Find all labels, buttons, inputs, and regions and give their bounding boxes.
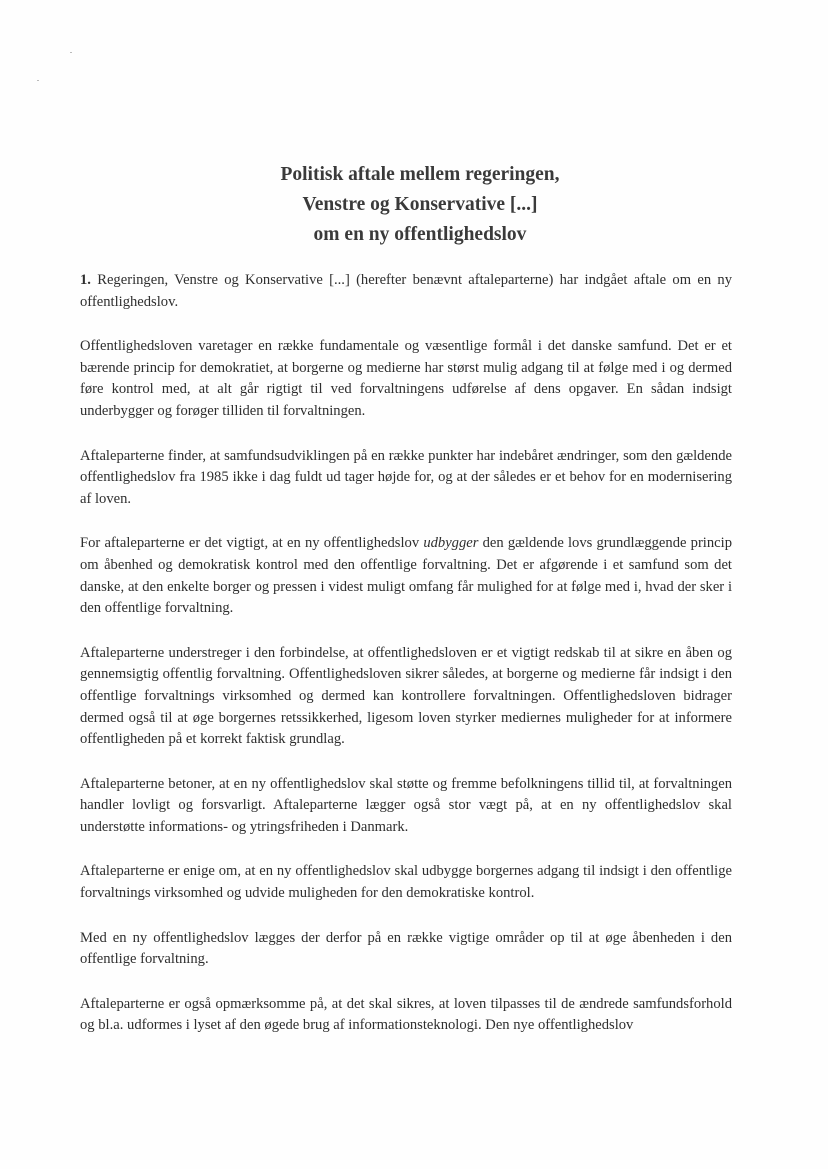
document-title [150,160,690,250]
title-line-3: om en ny offentlighedslov [313,224,527,245]
paragraph-text-before: For aftaleparterne er det vigtigt, at en ny offentlighedslov [80,535,424,552]
paragraph-9: Aftaleparterne er også opmærksomme på, at det skal sikres, at loven tilpasses til de ændrede samfundsforhold og bl.a. udformes i lyset af den øgede brug af informationsteknologi. Den nye offentlighedslov [80,995,732,1034]
title-line-2: Venstre og Konservative [...] [302,194,538,215]
paragraph-text: Regeringen, Venstre og Konservative [...] (herefter benævnt aftaleparterne) har indgået aftale om en ny offentlighedslov. [80,272,732,310]
paragraph-8: Med en ny offentlighedslov lægges der derfor på en række vigtige områder op til at øge åbenheden i den offentlige forvaltning. [80,929,732,968]
paragraph-3: Aftaleparterne finder, at samfundsudviklingen på en række punkter har indebåret ændringer, som den gældende offentlighedslov fra 1985 ikke i dag fuldt ud tager højde for, og at der således er et behov for en modernisering af loven. [80,447,732,507]
paragraph-7: Aftaleparterne er enige om, at en ny offentlighedslov skal udbygge borgernes adgang til indsigt i den offentlige forvaltnings virksomhed og udvide muligheden for den demokratiske kontrol. [80,863,732,902]
paragraph-number: 1. [80,272,91,288]
paragraph-2: Offentlighedsloven varetager en række fundamentale og væsentlige formål i det danske samfund. Det er et bærende princip for demokratiet, at borgerne og medierne har størst mulig adgang til at følge med i og dermed føre kontrol med, at alt går rigtigt til ved forvaltningens udførelse af dens opgaver. En sådan indsigt underbygger og forøger tilliden til forvaltningen. [80,338,732,419]
paragraph-5: Aftaleparterne understreger i den forbindelse, at offentlighedsloven er et vigtigt redskab til at sikre en åben og gennemsigtig offentlig forvaltning. Offentlighedsloven sikrer således, at borgerne og medierne får indsigt i den offentlige forvaltnings virksomhed og dermed kan kontrollere forvaltningen. Offentlighedsloven bidrager dermed også til at øge borgernes retssikkerhed, ligesom loven styrker mediernes muligheder for at informere offentligheden på et korrekt faktisk grundlag. [80,644,732,748]
scan-speck [70,52,72,53]
title-line-1: Politisk aftale mellem regeringen, [280,164,560,185]
paragraph-6: Aftaleparterne betoner, at en ny offentlighedslov skal støtte og fremme befolkningens tillid til, at forvaltningen handler lovligt og forsvarligt. Aftaleparterne lægger også stor vægt på, at en ny offentlighedslov skal understøtte informations- og ytringsfriheden i Danmark. [80,775,732,835]
document-body [80,270,732,1060]
paragraph-1 [80,270,732,313]
paragraph-4 [80,533,732,619]
paragraph-emphasis: udbygger [423,535,479,552]
paragraph-text-after: den gældende lovs grundlæggende princip om åbenhed og demokratisk kontrol med den offentlige forvaltning. Det er afgørende i et samfund som det danske, at den enkelte borger og pressen i videst muligt omfang får mulighed for at følge med i, hvad der sker i den offentlige forvaltning. [80,535,732,617]
scan-speck [37,80,39,81]
